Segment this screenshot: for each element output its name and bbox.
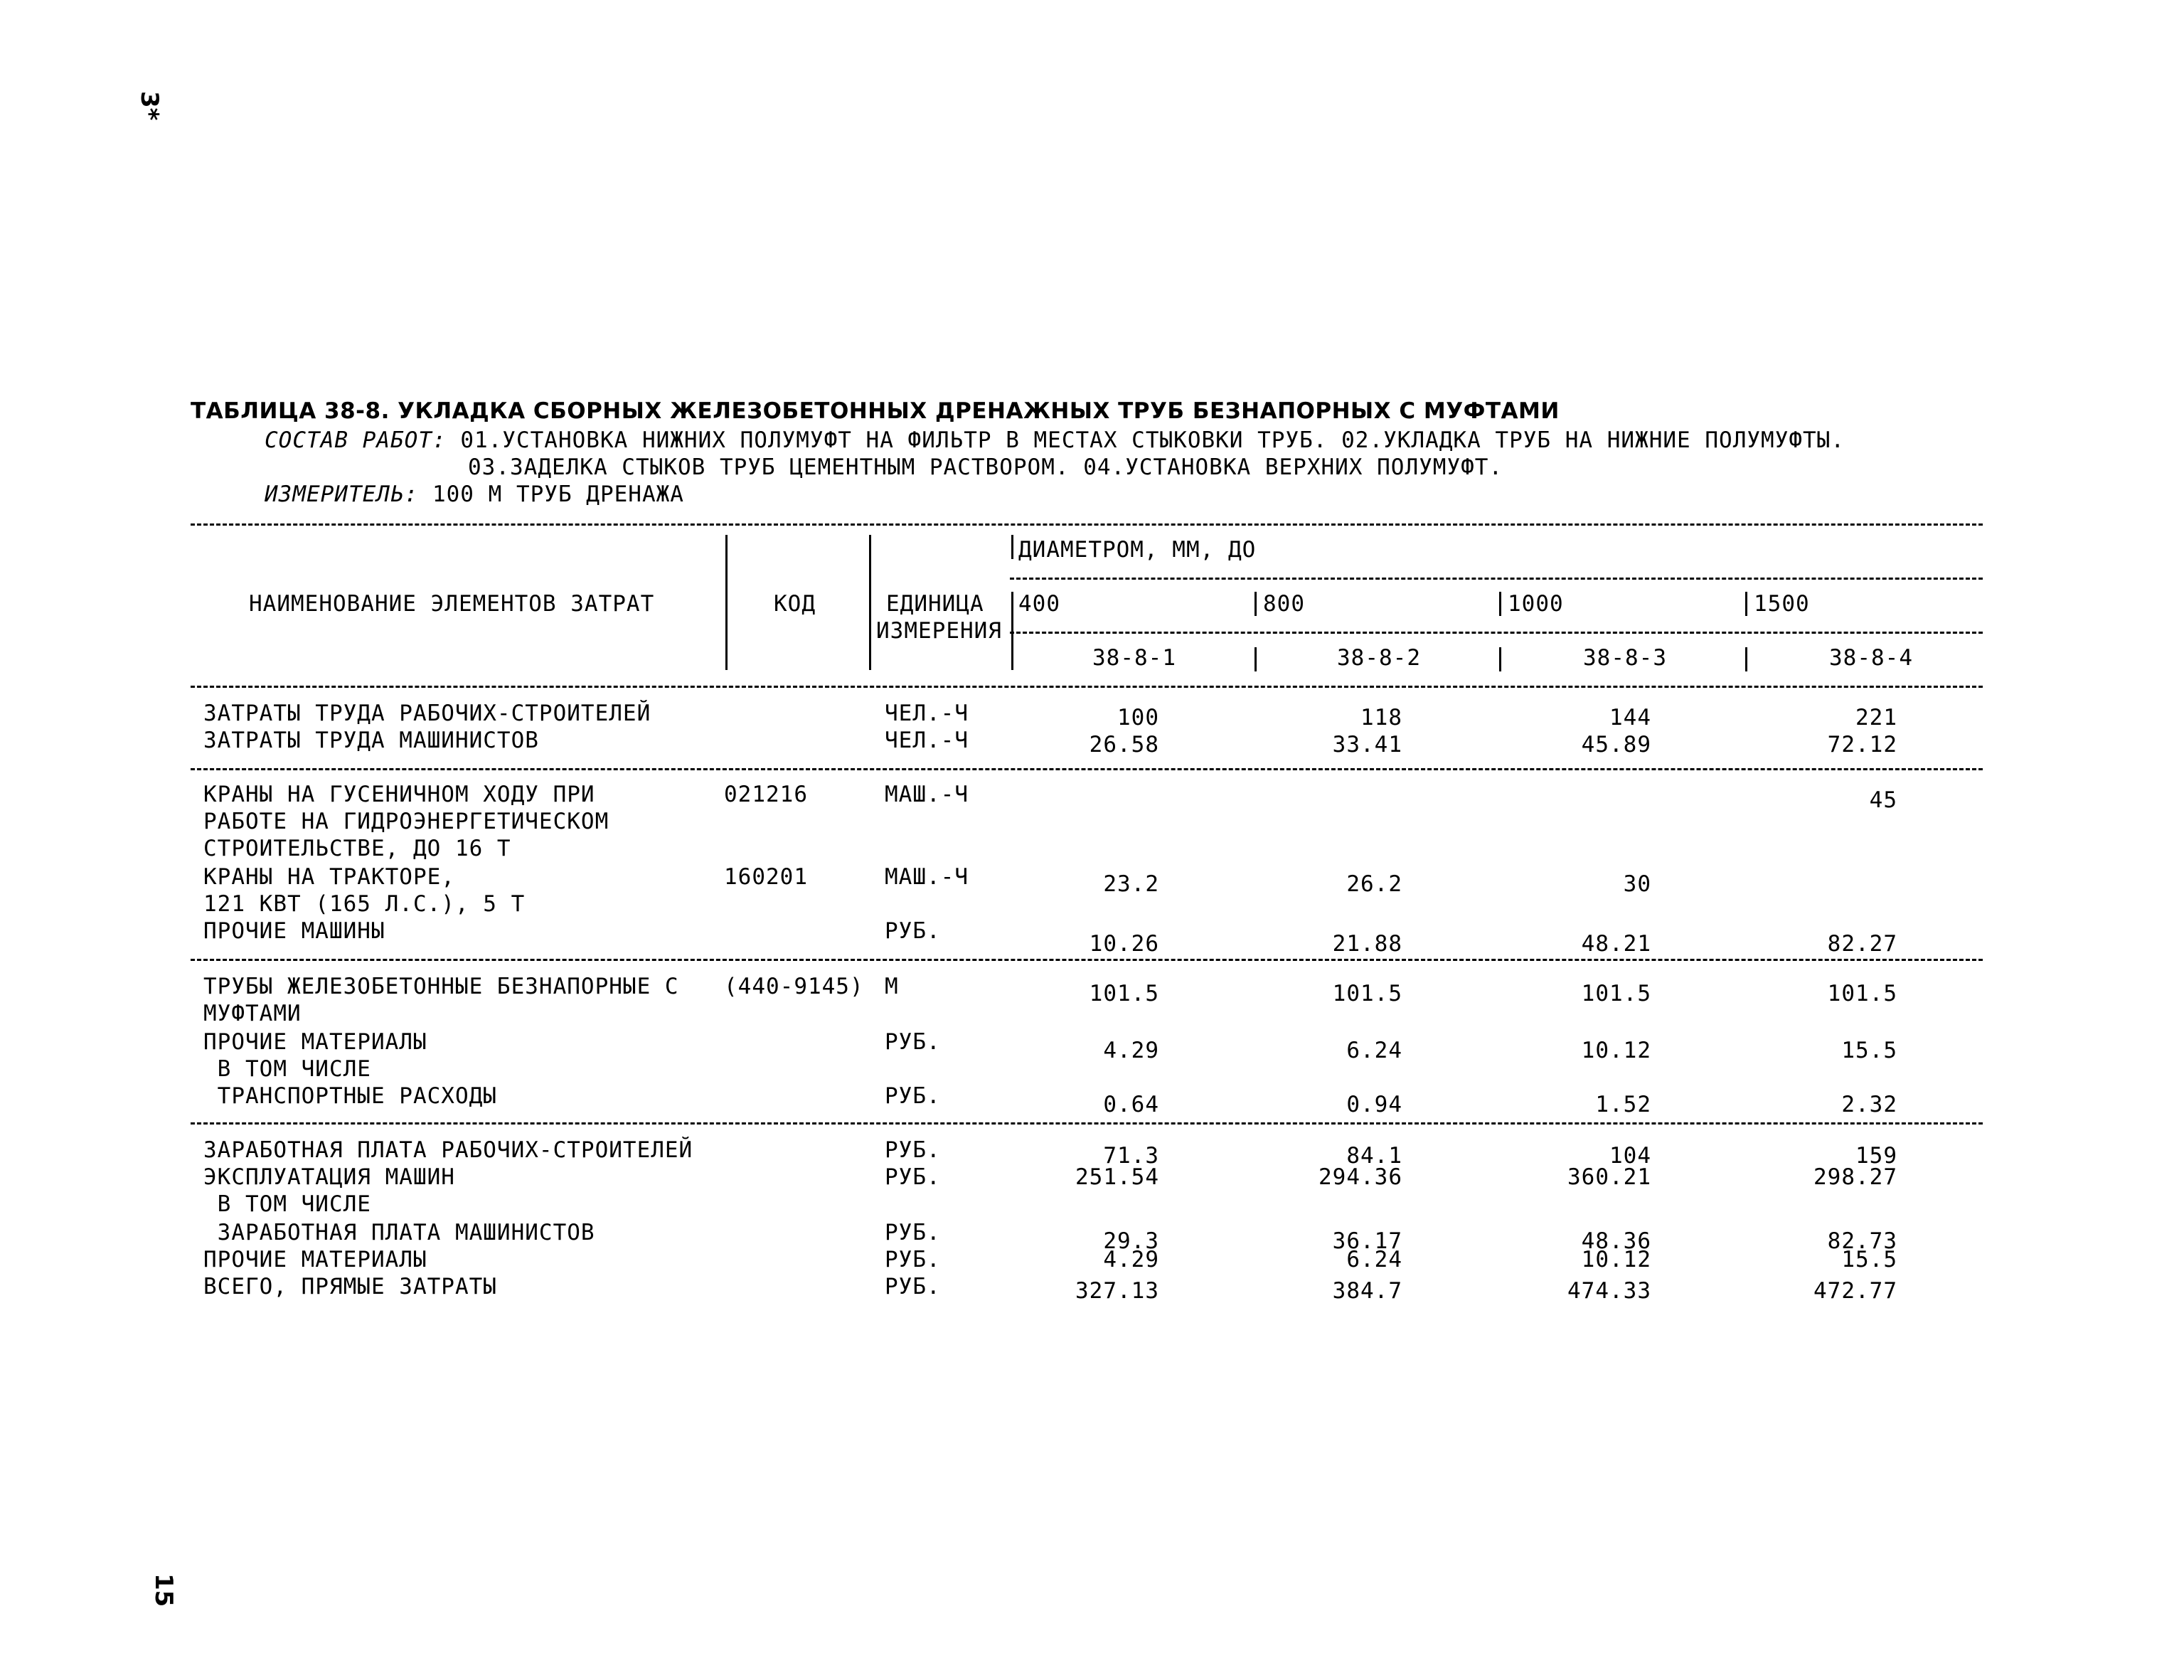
row-unit: ЧЕЛ.-Ч [885, 701, 969, 726]
row-value-1: 23.2 [1103, 871, 1159, 897]
row-value-1: 4.29 [1103, 1247, 1159, 1272]
row-value-1: 4.29 [1103, 1038, 1159, 1063]
work-line-1: 01.УСТАНОВКА НИЖНИХ ПОЛУМУФТ НА ФИЛЬТР В МЕСТАХ СТЫКОВКИ ТРУБ. 02.УКЛАДКА ТРУБ НА НИЖНИЕ ПОЛУМУФТЫ. [460, 427, 1845, 453]
row-value-2: 6.24 [1346, 1247, 1402, 1272]
rule-header-bottom [191, 686, 1983, 688]
vbar-d2 [1499, 592, 1501, 616]
vbar-d1 [1255, 592, 1257, 616]
row-value-4: 472.77 [1813, 1278, 1897, 1304]
row-value-3: 45.89 [1581, 732, 1651, 757]
vbar-code [869, 535, 871, 670]
row-value-2: 21.88 [1332, 931, 1402, 957]
header-size-1000: 1000 [1508, 591, 1564, 617]
row-name: ПРОЧИЕ МАШИНЫ [203, 918, 385, 944]
row-name: ЗАРАБОТНАЯ ПЛАТА МАШИНИСТОВ [203, 1220, 595, 1245]
row-value-1: 71.3 [1103, 1143, 1159, 1169]
row-value-3: 101.5 [1581, 981, 1651, 1006]
row-unit: РУБ. [885, 1137, 941, 1163]
row-value-4: 159 [1855, 1143, 1897, 1169]
rule-section-3 [191, 1122, 1983, 1125]
row-value-3: 360.21 [1567, 1164, 1651, 1190]
header-code-1: 38-8-1 [1092, 645, 1176, 671]
header-code-4: 38-8-4 [1829, 645, 1913, 671]
header-code-3: 38-8-3 [1583, 645, 1667, 671]
row-value-4: 72.12 [1827, 732, 1897, 757]
row-unit: М [885, 974, 899, 999]
row-unit: РУБ. [885, 1029, 941, 1055]
row-code: 021216 [724, 782, 808, 807]
vbar-d3 [1745, 592, 1747, 616]
vbar-name [725, 535, 728, 670]
row-name: В ТОМ ЧИСЛЕ [203, 1056, 371, 1082]
row-unit: РУБ. [885, 1274, 941, 1299]
row-value-3: 10.12 [1581, 1247, 1651, 1272]
work-composition [265, 427, 1845, 454]
row-name: КРАНЫ НА ТРАКТОРЕ, [203, 864, 455, 890]
row-name: СТРОИТЕЛЬСТВЕ, ДО 16 Т [203, 836, 511, 861]
header-size-400: 400 [1018, 591, 1060, 617]
row-value-3: 104 [1609, 1143, 1651, 1169]
row-value-2: 0.94 [1346, 1092, 1402, 1117]
header-size-800: 800 [1263, 591, 1305, 617]
row-value-2: 84.1 [1346, 1143, 1402, 1169]
header-unit-2: ИЗМЕРЕНИЯ [876, 618, 1002, 644]
row-value-2: 101.5 [1332, 981, 1402, 1006]
row-name: В ТОМ ЧИСЛЕ [203, 1191, 371, 1217]
vbar-unit-top [1011, 535, 1013, 559]
vbar-c1 [1255, 647, 1257, 671]
row-name: ТРАНСПОРТНЫЕ РАСХОДЫ [203, 1083, 497, 1109]
corner-mark: 3* [135, 91, 164, 121]
row-value-1: 10.26 [1089, 931, 1159, 957]
row-value-3: 10.12 [1581, 1038, 1651, 1063]
row-name: ПРОЧИЕ МАТЕРИАЛЫ [203, 1029, 427, 1055]
row-value-2: 33.41 [1332, 732, 1402, 757]
row-unit: РУБ. [885, 1164, 941, 1190]
rule-section-2 [191, 959, 1983, 961]
meter-value: 100 М ТРУБ ДРЕНАЖА [432, 482, 684, 507]
row-unit: РУБ. [885, 1247, 941, 1272]
row-value-1: 101.5 [1089, 981, 1159, 1006]
row-value-2: 26.2 [1346, 871, 1402, 897]
row-unit: МАШ.-Ч [885, 782, 969, 807]
row-value-3: 30 [1623, 871, 1651, 897]
row-name: ЗАРАБОТНАЯ ПЛАТА РАБОЧИХ-СТРОИТЕЛЕЙ [203, 1137, 693, 1163]
row-value-4: 2.32 [1841, 1092, 1897, 1117]
header-name: НАИМЕНОВАНИЕ ЭЛЕМЕНТОВ ЗАТРАТ [249, 591, 655, 617]
rule-top [191, 523, 1983, 526]
row-unit: РУБ. [885, 918, 941, 944]
row-value-3: 144 [1609, 705, 1651, 730]
row-value-3: 48.36 [1581, 1228, 1651, 1254]
header-code: КОД [774, 591, 816, 617]
row-value-3: 1.52 [1595, 1092, 1651, 1117]
row-unit: ЧЕЛ.-Ч [885, 728, 969, 753]
row-name: ВСЕГО, ПРЯМЫЕ ЗАТРАТЫ [203, 1274, 497, 1299]
row-value-4: 221 [1855, 705, 1897, 730]
row-name: КРАНЫ НА ГУСЕНИЧНОМ ХОДУ ПРИ [203, 782, 595, 807]
vbar-c3 [1745, 647, 1747, 671]
row-value-2: 118 [1360, 705, 1402, 730]
meter [265, 481, 684, 508]
row-value-1: 26.58 [1089, 732, 1159, 757]
row-value-3: 48.21 [1581, 931, 1651, 957]
row-value-2: 294.36 [1319, 1164, 1402, 1190]
row-value-4: 82.27 [1827, 931, 1897, 957]
row-name: ЗАТРАТЫ ТРУДА МАШИНИСТОВ [203, 728, 539, 753]
row-code: (440-9145) [724, 974, 864, 999]
work-line-2: 03.ЗАДЕЛКА СТЫКОВ ТРУБ ЦЕМЕНТНЫМ РАСТВОРОМ. 04.УСТАНОВКА ВЕРХНИХ ПОЛУМУФТ. [468, 454, 1503, 480]
rule-header-1 [1010, 578, 1983, 580]
page-number: 15 [149, 1573, 178, 1607]
rule-header-2 [1010, 632, 1983, 634]
rule-section-1 [191, 768, 1983, 770]
row-value-1: 0.64 [1103, 1092, 1159, 1117]
row-name: ПРОЧИЕ МАТЕРИАЛЫ [203, 1247, 427, 1272]
header-diameter: ДИАМЕТРОМ, ММ, ДО [1018, 537, 1257, 563]
row-name: ЭКСПЛУАТАЦИЯ МАШИН [203, 1164, 455, 1190]
row-value-1: 251.54 [1075, 1164, 1159, 1190]
row-value-2: 6.24 [1346, 1038, 1402, 1063]
vbar-unit-bottom [1011, 592, 1013, 670]
vbar-c2 [1499, 647, 1501, 671]
row-unit: РУБ. [885, 1220, 941, 1245]
row-value-4: 82.73 [1827, 1228, 1897, 1254]
row-value-4: 101.5 [1827, 981, 1897, 1006]
row-value-1: 100 [1117, 705, 1159, 730]
work-label: СОСТАВ РАБОТ: [265, 427, 447, 453]
row-name: РАБОТЕ НА ГИДРОЭНЕРГЕТИЧЕСКОМ [203, 809, 609, 834]
row-value-3: 474.33 [1567, 1278, 1651, 1304]
row-value-4: 45 [1869, 787, 1897, 813]
row-value-2: 384.7 [1332, 1278, 1402, 1304]
row-unit: РУБ. [885, 1083, 941, 1109]
header-unit-1: ЕДИНИЦА [886, 591, 984, 617]
table-title: ТАБЛИЦА 38-8. УКЛАДКА СБОРНЫХ ЖЕЛЕЗОБЕТОННЫХ ДРЕНАЖНЫХ ТРУБ БЕЗНАПОРНЫХ С МУФТАМИ [191, 398, 1560, 424]
row-value-2: 36.17 [1332, 1228, 1402, 1254]
row-value-4: 15.5 [1841, 1247, 1897, 1272]
row-name: ТРУБЫ ЖЕЛЕЗОБЕТОННЫЕ БЕЗНАПОРНЫЕ С [203, 974, 679, 999]
row-value-1: 327.13 [1075, 1278, 1159, 1304]
row-name: 121 КВТ (165 Л.С.), 5 Т [203, 891, 526, 917]
row-value-1: 29.3 [1103, 1228, 1159, 1254]
row-code: 160201 [724, 864, 808, 890]
row-name: МУФТАМИ [203, 1001, 302, 1026]
row-name: ЗАТРАТЫ ТРУДА РАБОЧИХ-СТРОИТЕЛЕЙ [203, 701, 651, 726]
row-value-4: 15.5 [1841, 1038, 1897, 1063]
row-unit: МАШ.-Ч [885, 864, 969, 890]
meter-label: ИЗМЕРИТЕЛЬ: [265, 482, 419, 507]
row-value-4: 298.27 [1813, 1164, 1897, 1190]
header-code-2: 38-8-2 [1337, 645, 1421, 671]
header-size-1500: 1500 [1754, 591, 1810, 617]
